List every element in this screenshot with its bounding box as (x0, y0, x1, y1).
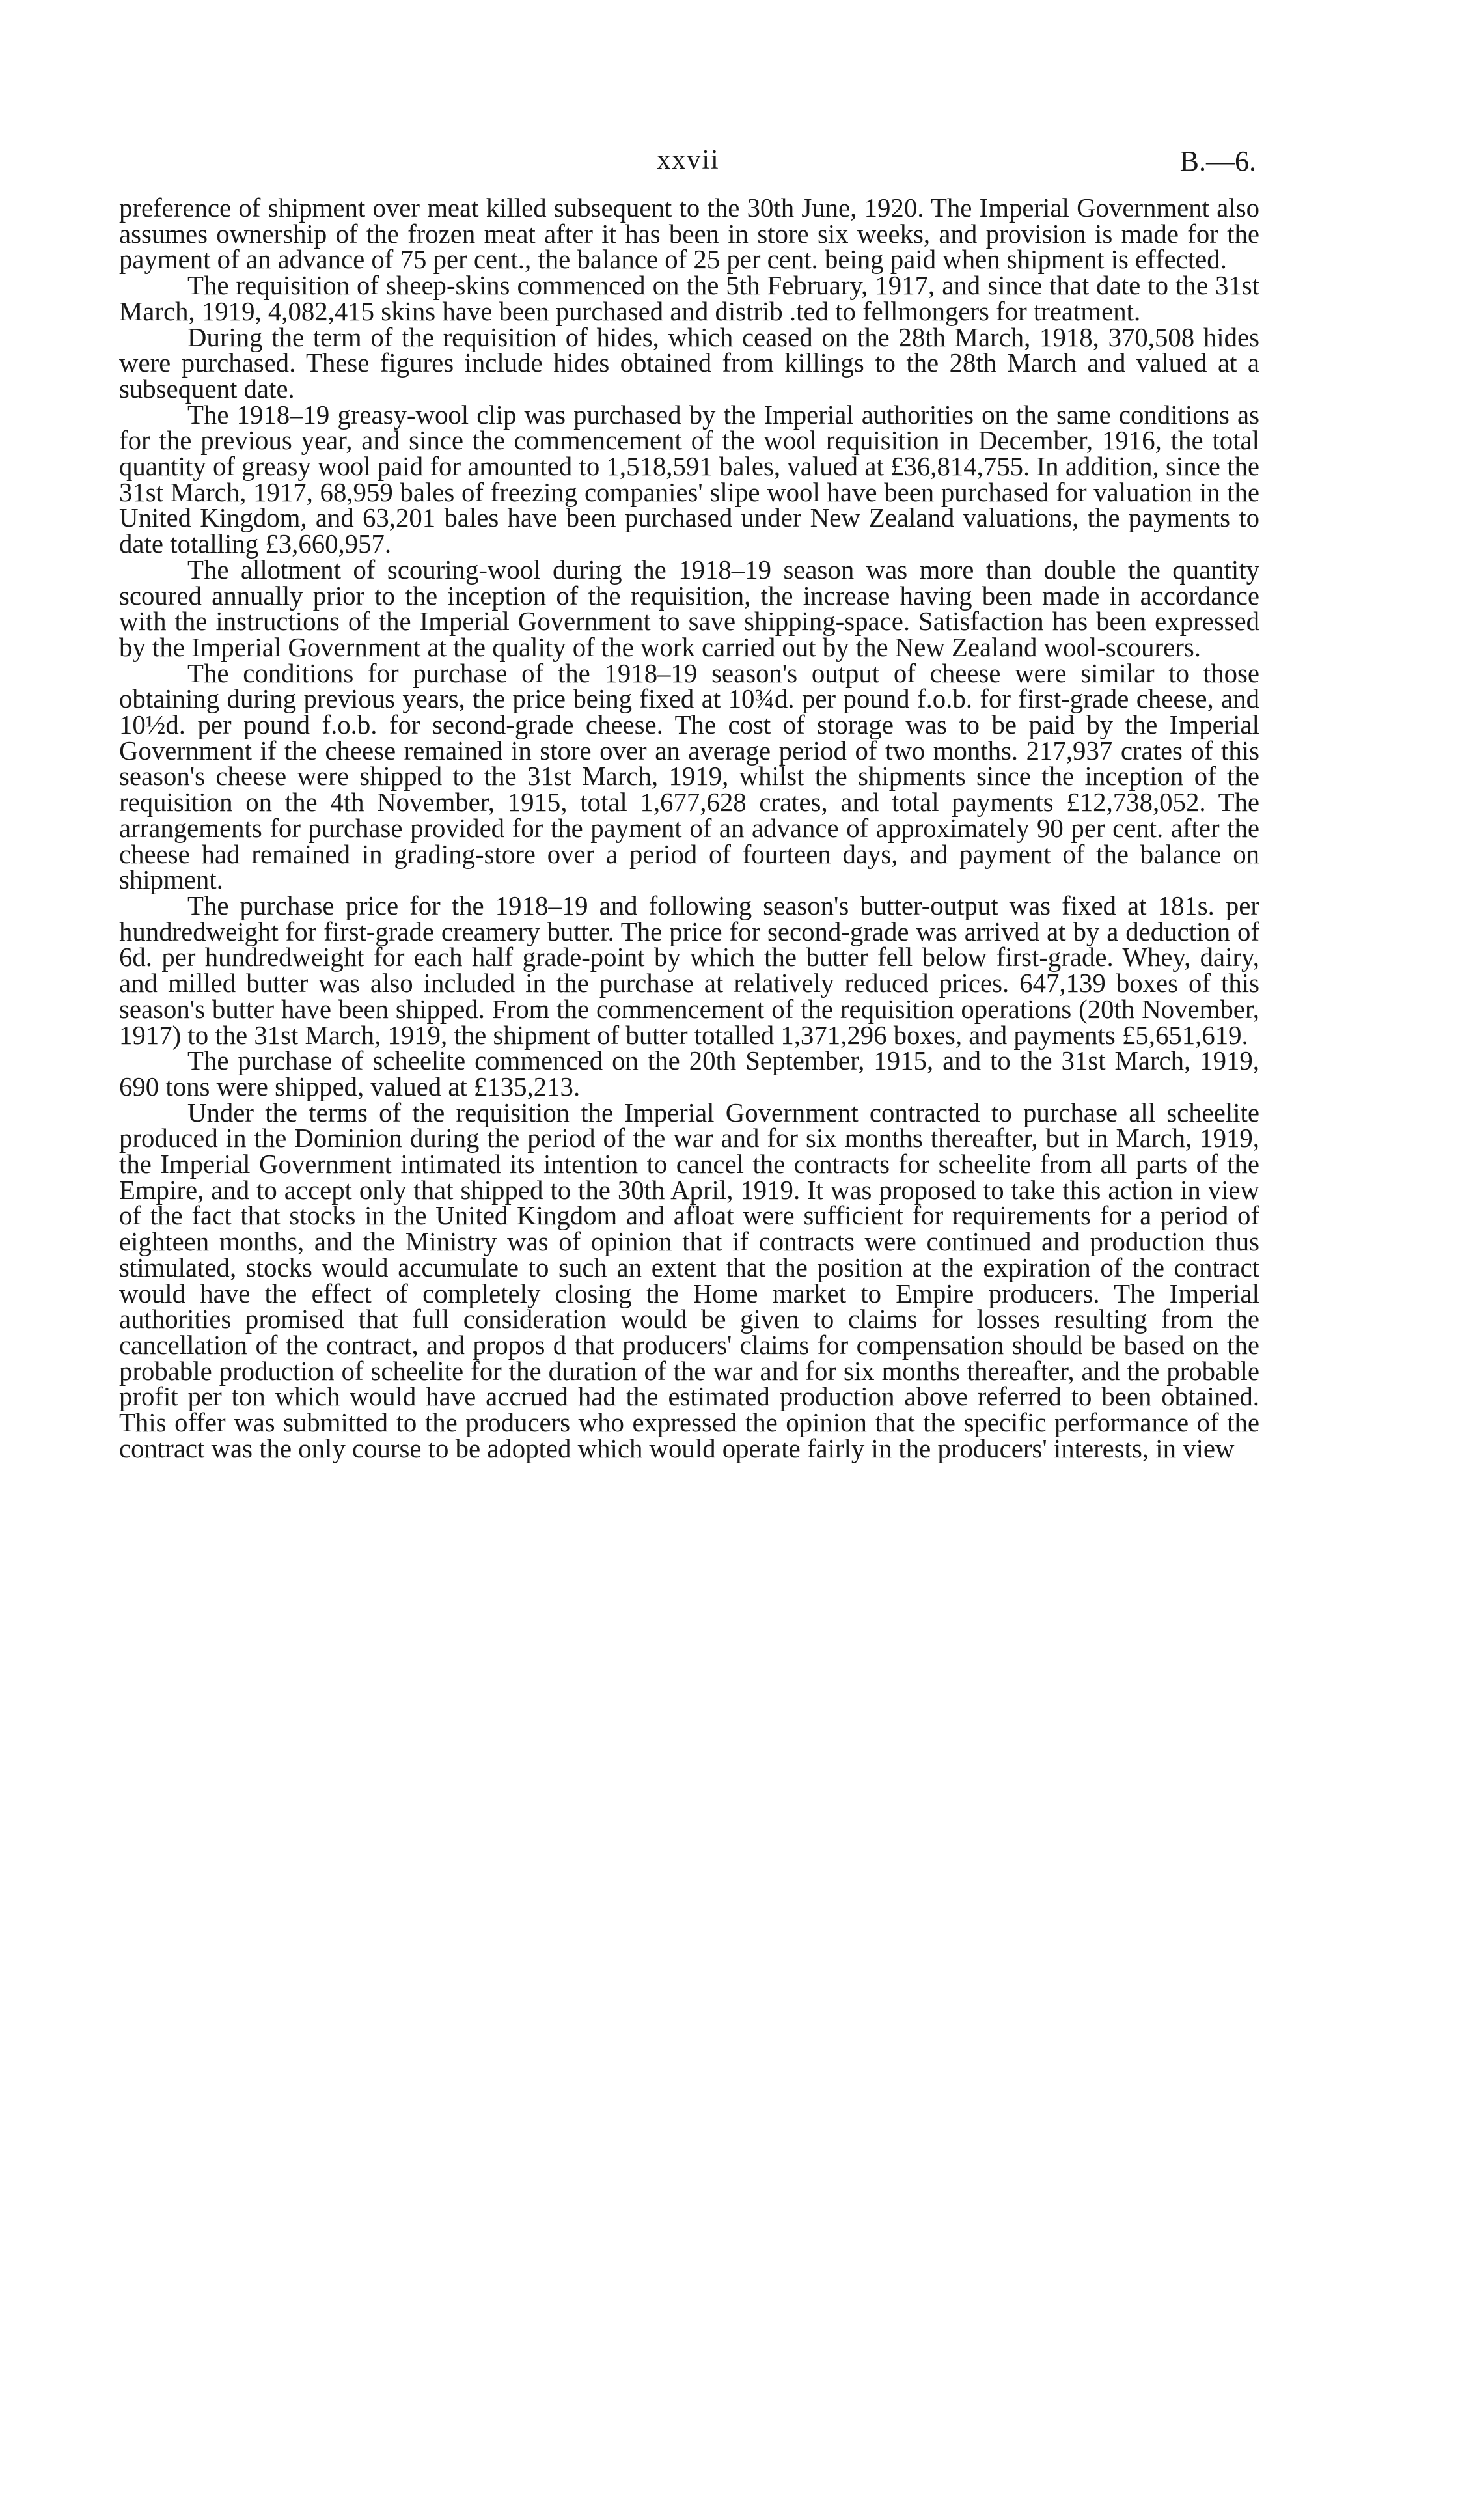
paragraph-cheese: The conditions for purchase of the 1918–19 season's output of cheese were similar to those obtaining during previous years, the price being fixed at 10¾d. per pound f.o.b. for first-grade cheese, and 10½d. per pound f.o.b. for second-grade cheese. The cost of storage was to be paid by the Imperial Government if the cheese remained in store over an average period of two months. 217,937 crates of this season's cheese were shipped to the 31st March, 1919, whilst the shipments since the inception of the requisition on the 4th November, 1915, total 1,677,628 crates, and total payments £12,738,052. The arrangements for purchase provided for the payment of an advance of approximately 90 per cent. after the cheese had remained in grading-store over a period of fourteen days, and payment of the balance on shipment. (119, 658, 1259, 895)
paragraph-scheelite-purchase: The purchase of scheelite commenced on the 20th September, 1915, and to the 31st March, 1919, 690 tons were shipped, valued at £135,213. (119, 1046, 1259, 1101)
page-header (120, 145, 1256, 184)
paragraph-greasy-wool: The 1918–19 greasy-wool clip was purchased by the Imperial authorities on the same conditions as for the previous year, and since the commencement of the wool requisition in December, 1916, the total quantity of greasy wool paid for amounted to 1,518,591 bales, valued at £36,814,755. In addition, since the 31st March, 1917, 68,959 bales of freezing companies' slipe wool have been purchased for valuation in the United Kingdom, and 63,201 bales have been purchased under New Zealand valuations, the payments to date totalling £3,660,957. (119, 400, 1259, 559)
paragraph-hides: During the term of the requisition of hides, which ceased on the 28th March, 1918, 370,508 hides were purchased. These figures include hides obtained from killings to the 28th March and valued at a subsequent date. (119, 322, 1259, 404)
paragraph-sheep-skins: The requisition of sheep-skins commenced on the 5th February, 1917, and since that date to the 31st March, 1919, 4,082,415 skins have been purchased and distrib .ted to fellmongers for treatment. (119, 271, 1259, 326)
paragraph-meat-shipment: preference of shipment over meat killed subsequent to the 30th June, 1920. The Imperial Government also assumes ownership of the frozen meat after it has been in store six weeks, and provision is made for the payment of an advance of 75 per cent., the balance of 25 per cent. being paid when shipment is effected. (119, 193, 1259, 275)
page-number: xxvii (657, 145, 720, 175)
paragraph-butter: The purchase price for the 1918–19 and following season's butter-output was fixed at 181s. per hundredweight for first-grade creamery butter. The price for second-grade was arrived at by a deduction of 6d. per hundredweight for each half grade-point by which the butter fell below first-grade. Whey, dairy, and milled butter was also included in the purchase at relatively reduced prices. 647,139 boxes of this season's butter have been shipped. From the commencement of the requisition operations (20th November, 1917) to the 31st March, 1919, the shipment of butter totalled 1,371,296 boxes, and payments £5,651,619. (119, 891, 1259, 1050)
paragraph-scouring-wool: The allotment of scouring-wool during the 1918–19 season was more than double the quantity scoured annually prior to the inception of the requisition, the increase having been made in accordance with the instructions of the Imperial Government to save shipping-space. Satisfaction has been expressed by the Imperial Government at the quality of the work carried out by the New Zealand wool-scourers. (119, 555, 1259, 662)
paragraph-scheelite-contract: Under the terms of the requisition the Imperial Government contracted to purchase all scheelite produced in the Dominion during the period of the war and for six months thereafter, but in March, 1919, the Imperial Government intimated its intention to cancel the contracts for scheelite from all parts of the Empire, and to accept only that shipped to the 30th April, 1919. It was proposed to take this action in view of the fact that stocks in the United Kingdom and afloat were sufficient for requirements for a period of eighteen months, and the Ministry was of opinion that if contracts were continued and production thus stimulated, stocks would accumulate to such an extent that the position at the expiration of the contract would have the effect of completely closing the Home market to Empire producers. The Imperial authorities promised that full consideration would be given to claims for losses resulting from the cancellation of the contract, and propos d that producers' claims for compensation should be based on the probable production of scheelite for the duration of the war and for six months thereafter, and the probable profit per ton which would have accrued had the estimated production above referred to been obtained. This offer was submitted to the producers who expressed the opinion that the specific performance of the contract was the only course to be adopted which would operate fairly in the producers' interests, in view (119, 1098, 1259, 1463)
document-reference: B.—6. (1179, 145, 1256, 177)
body-text (119, 195, 1259, 1461)
